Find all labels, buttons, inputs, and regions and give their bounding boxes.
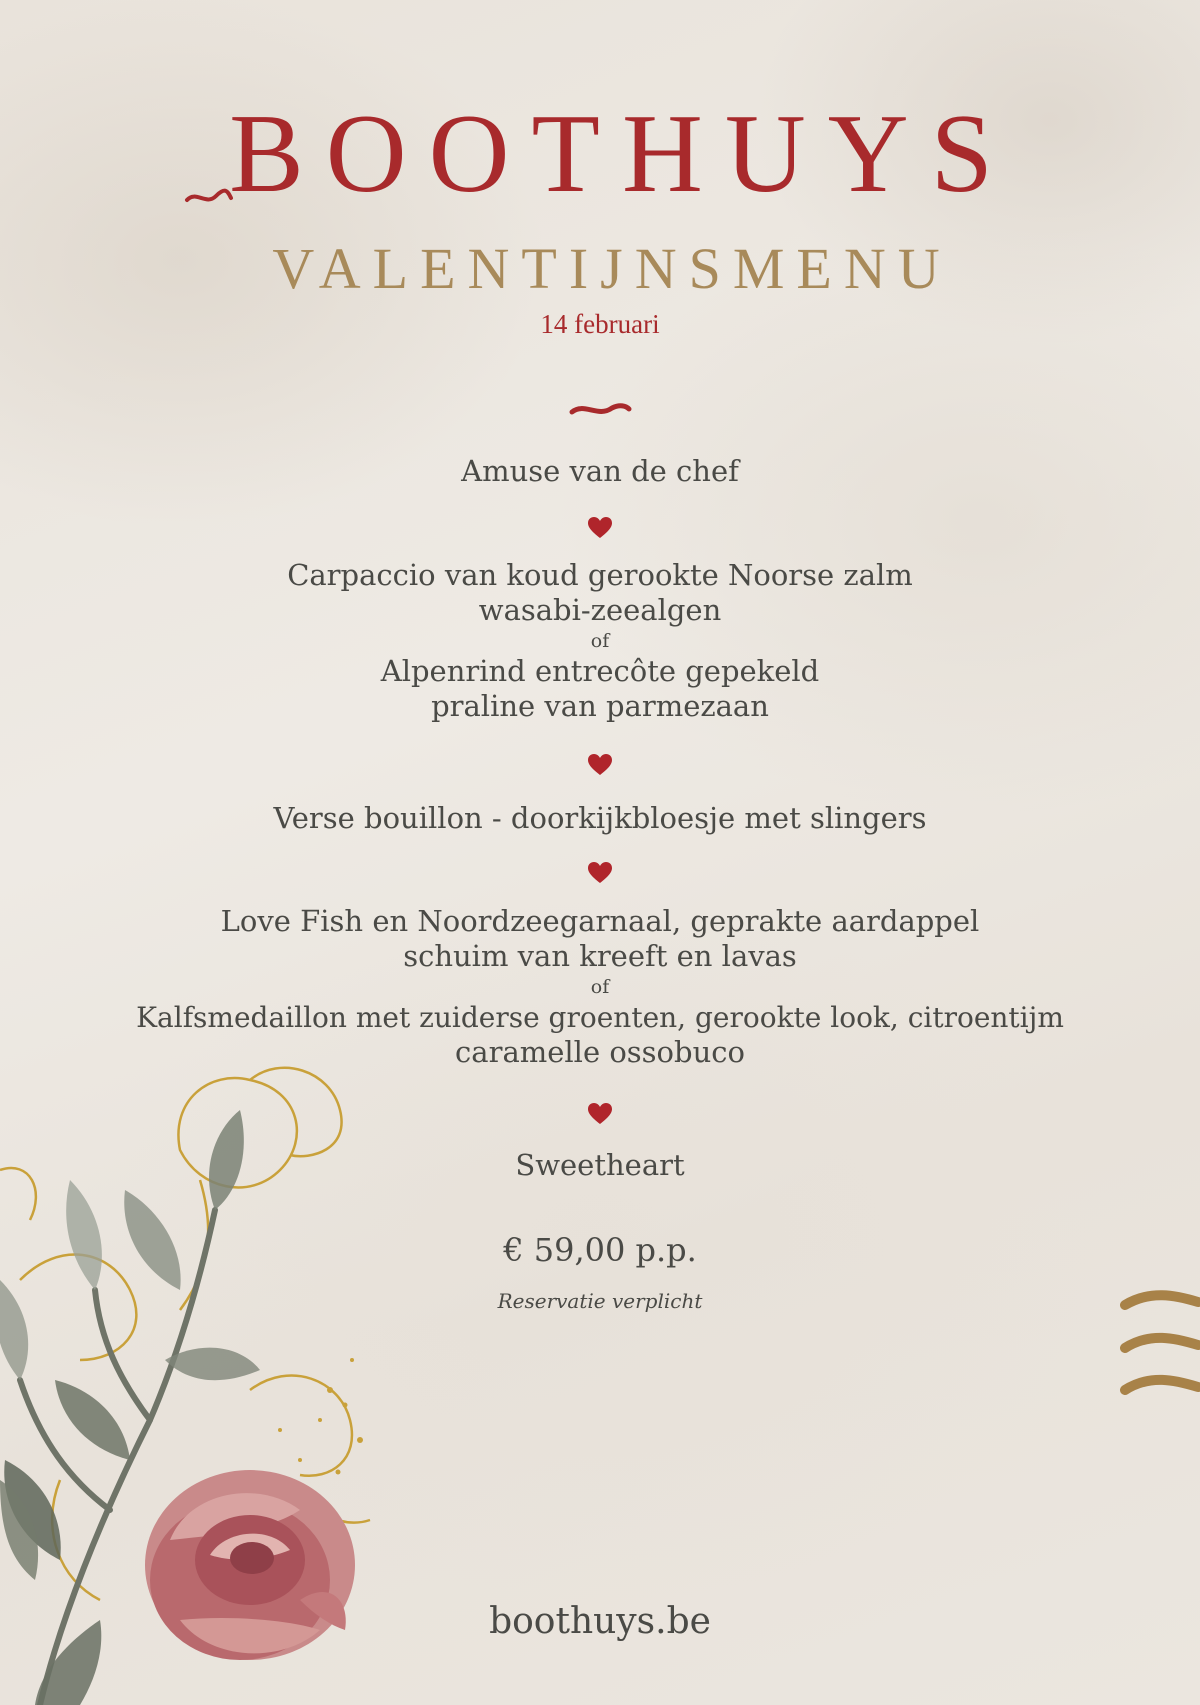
dish-line: wasabi-zeealgen — [478, 593, 722, 627]
reservation-note: Reservatie verplicht — [497, 1289, 703, 1313]
menu-date: 14 februari — [540, 309, 660, 339]
menu-price: € 59,00 p.p. — [503, 1231, 697, 1269]
course-1 — [0, 454, 1200, 489]
dish-line: praline van parmezaan — [431, 689, 769, 723]
floral-peony-illustration — [0, 1060, 420, 1705]
dish-line: Carpaccio van koud gerookte Noorse zalm — [287, 558, 913, 592]
dish-line: Verse bouillon - doorkijkbloesje met slingers — [273, 801, 927, 835]
dish-line: Amuse van de chef — [461, 454, 739, 488]
dish-line: caramelle ossobuco — [455, 1035, 745, 1069]
dish-line: Sweetheart — [515, 1148, 685, 1182]
wave-lines-decor — [1120, 1290, 1200, 1415]
heart-icon — [587, 753, 613, 777]
heart-icon — [587, 861, 613, 885]
menu-title: VALENTIJNSMENU — [272, 236, 952, 301]
website-link[interactable]: boothuys.be — [489, 1601, 711, 1642]
brand-flourish-icon — [184, 186, 234, 208]
or-separator: of — [590, 630, 610, 652]
tilde-flourish-icon — [568, 400, 632, 420]
dish-line: Kalfsmedaillon met zuiderse groenten, gerookte look, citroentijm — [136, 1001, 1064, 1034]
dish-line: Love Fish en Noordzeegarnaal, geprakte aardappel — [220, 904, 980, 938]
dish-line: Alpenrind entrecôte gepekeld — [380, 654, 820, 688]
course-4 — [0, 904, 1200, 1070]
heart-icon — [587, 1102, 613, 1126]
heart-icon — [587, 516, 613, 540]
dish-line: schuim van kreeft en lavas — [403, 939, 797, 973]
course-3 — [0, 801, 1200, 836]
or-separator: of — [590, 976, 610, 998]
course-2 — [0, 558, 1200, 724]
brand-title: BOOTHUYS — [229, 92, 1015, 216]
